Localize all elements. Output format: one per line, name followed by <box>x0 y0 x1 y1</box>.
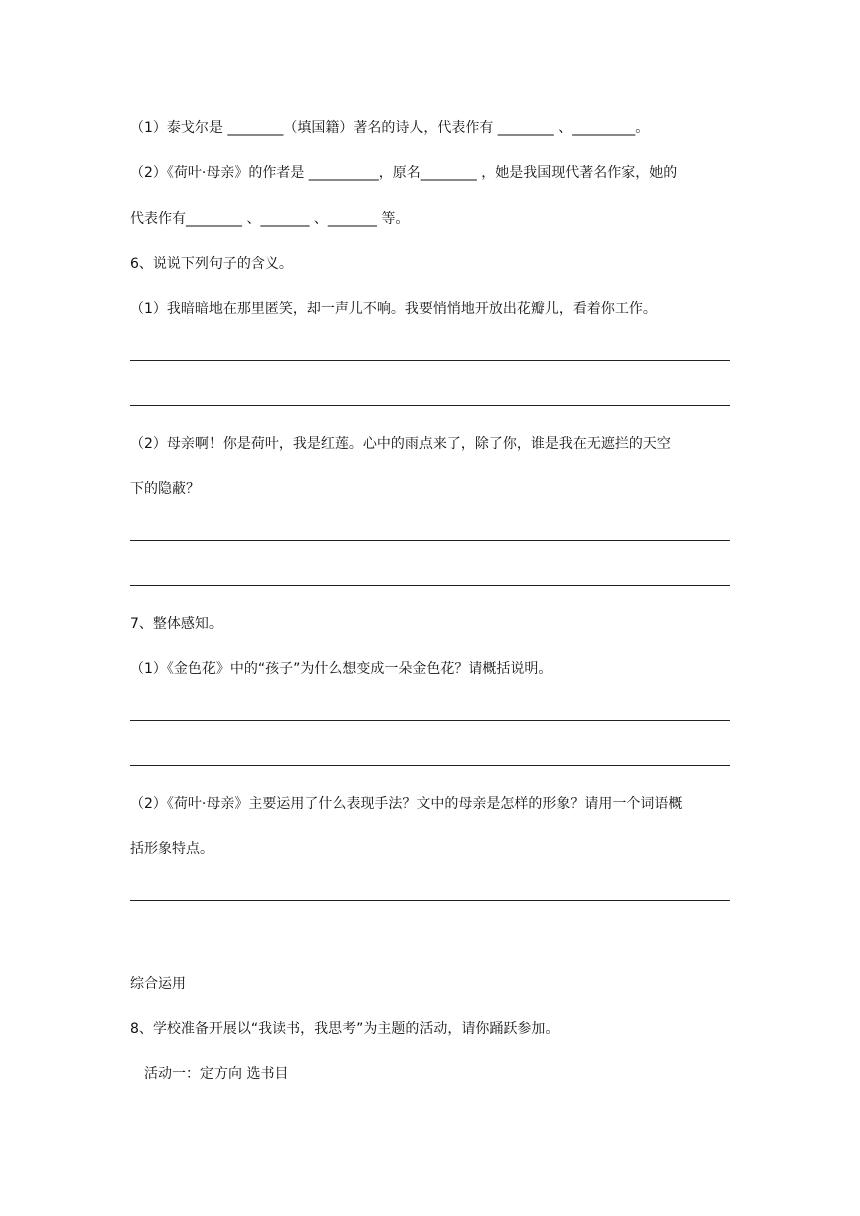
answer-line[interactable] <box>130 360 730 361</box>
q8-activity1: 活动一：定方向 选书目 <box>144 1066 289 1082</box>
q6-title: 6、说说下列句子的含义。 <box>130 256 293 272</box>
q5-item2-line2: 代表作有________ 、_______ 、_______ 等。 <box>130 211 410 227</box>
answer-line[interactable] <box>130 585 730 586</box>
q6-item2-line2: 下的隐蔽？ <box>130 481 200 497</box>
q6-item2-line1: （2）母亲啊！你是荷叶，我是红莲。心中的雨点来了，除了你，谁是我在无遮拦的天空 <box>130 436 671 452</box>
q7-item2-line1: （2）《荷叶·母亲》主要运用了什么表现手法？文中的母亲是怎样的形象？请用一个词语概 <box>130 796 683 812</box>
q7-item2-line2: 括形象特点。 <box>130 841 214 857</box>
answer-line[interactable] <box>130 720 730 721</box>
answer-line[interactable] <box>130 405 730 406</box>
answer-line[interactable] <box>130 765 730 766</box>
q5-item1: （1）泰戈尔是 ________（填国籍）著名的诗人，代表作有 ________ 、_________。 <box>130 120 650 136</box>
q8-title: 8、学校准备开展以“我读书，我思考”为主题的活动，请你踊跃参加。 <box>130 1021 560 1037</box>
q5-item2-line1: （2）《荷叶·母亲》的作者是 __________，原名________ ，她是我国现代著名作家，她的 <box>130 165 678 181</box>
answer-line[interactable] <box>130 900 730 901</box>
section-heading: 综合运用 <box>130 976 186 992</box>
q6-item1: （1）我暗暗地在那里匿笑，却一声儿不响。我要悄悄地开放出花瓣儿，看着你工作。 <box>130 301 657 317</box>
answer-line[interactable] <box>130 540 730 541</box>
q7-title: 7、整体感知。 <box>130 616 223 632</box>
q7-item1: （1）《金色花》中的“孩子”为什么想变成一朵金色花？请概括说明。 <box>130 661 553 677</box>
